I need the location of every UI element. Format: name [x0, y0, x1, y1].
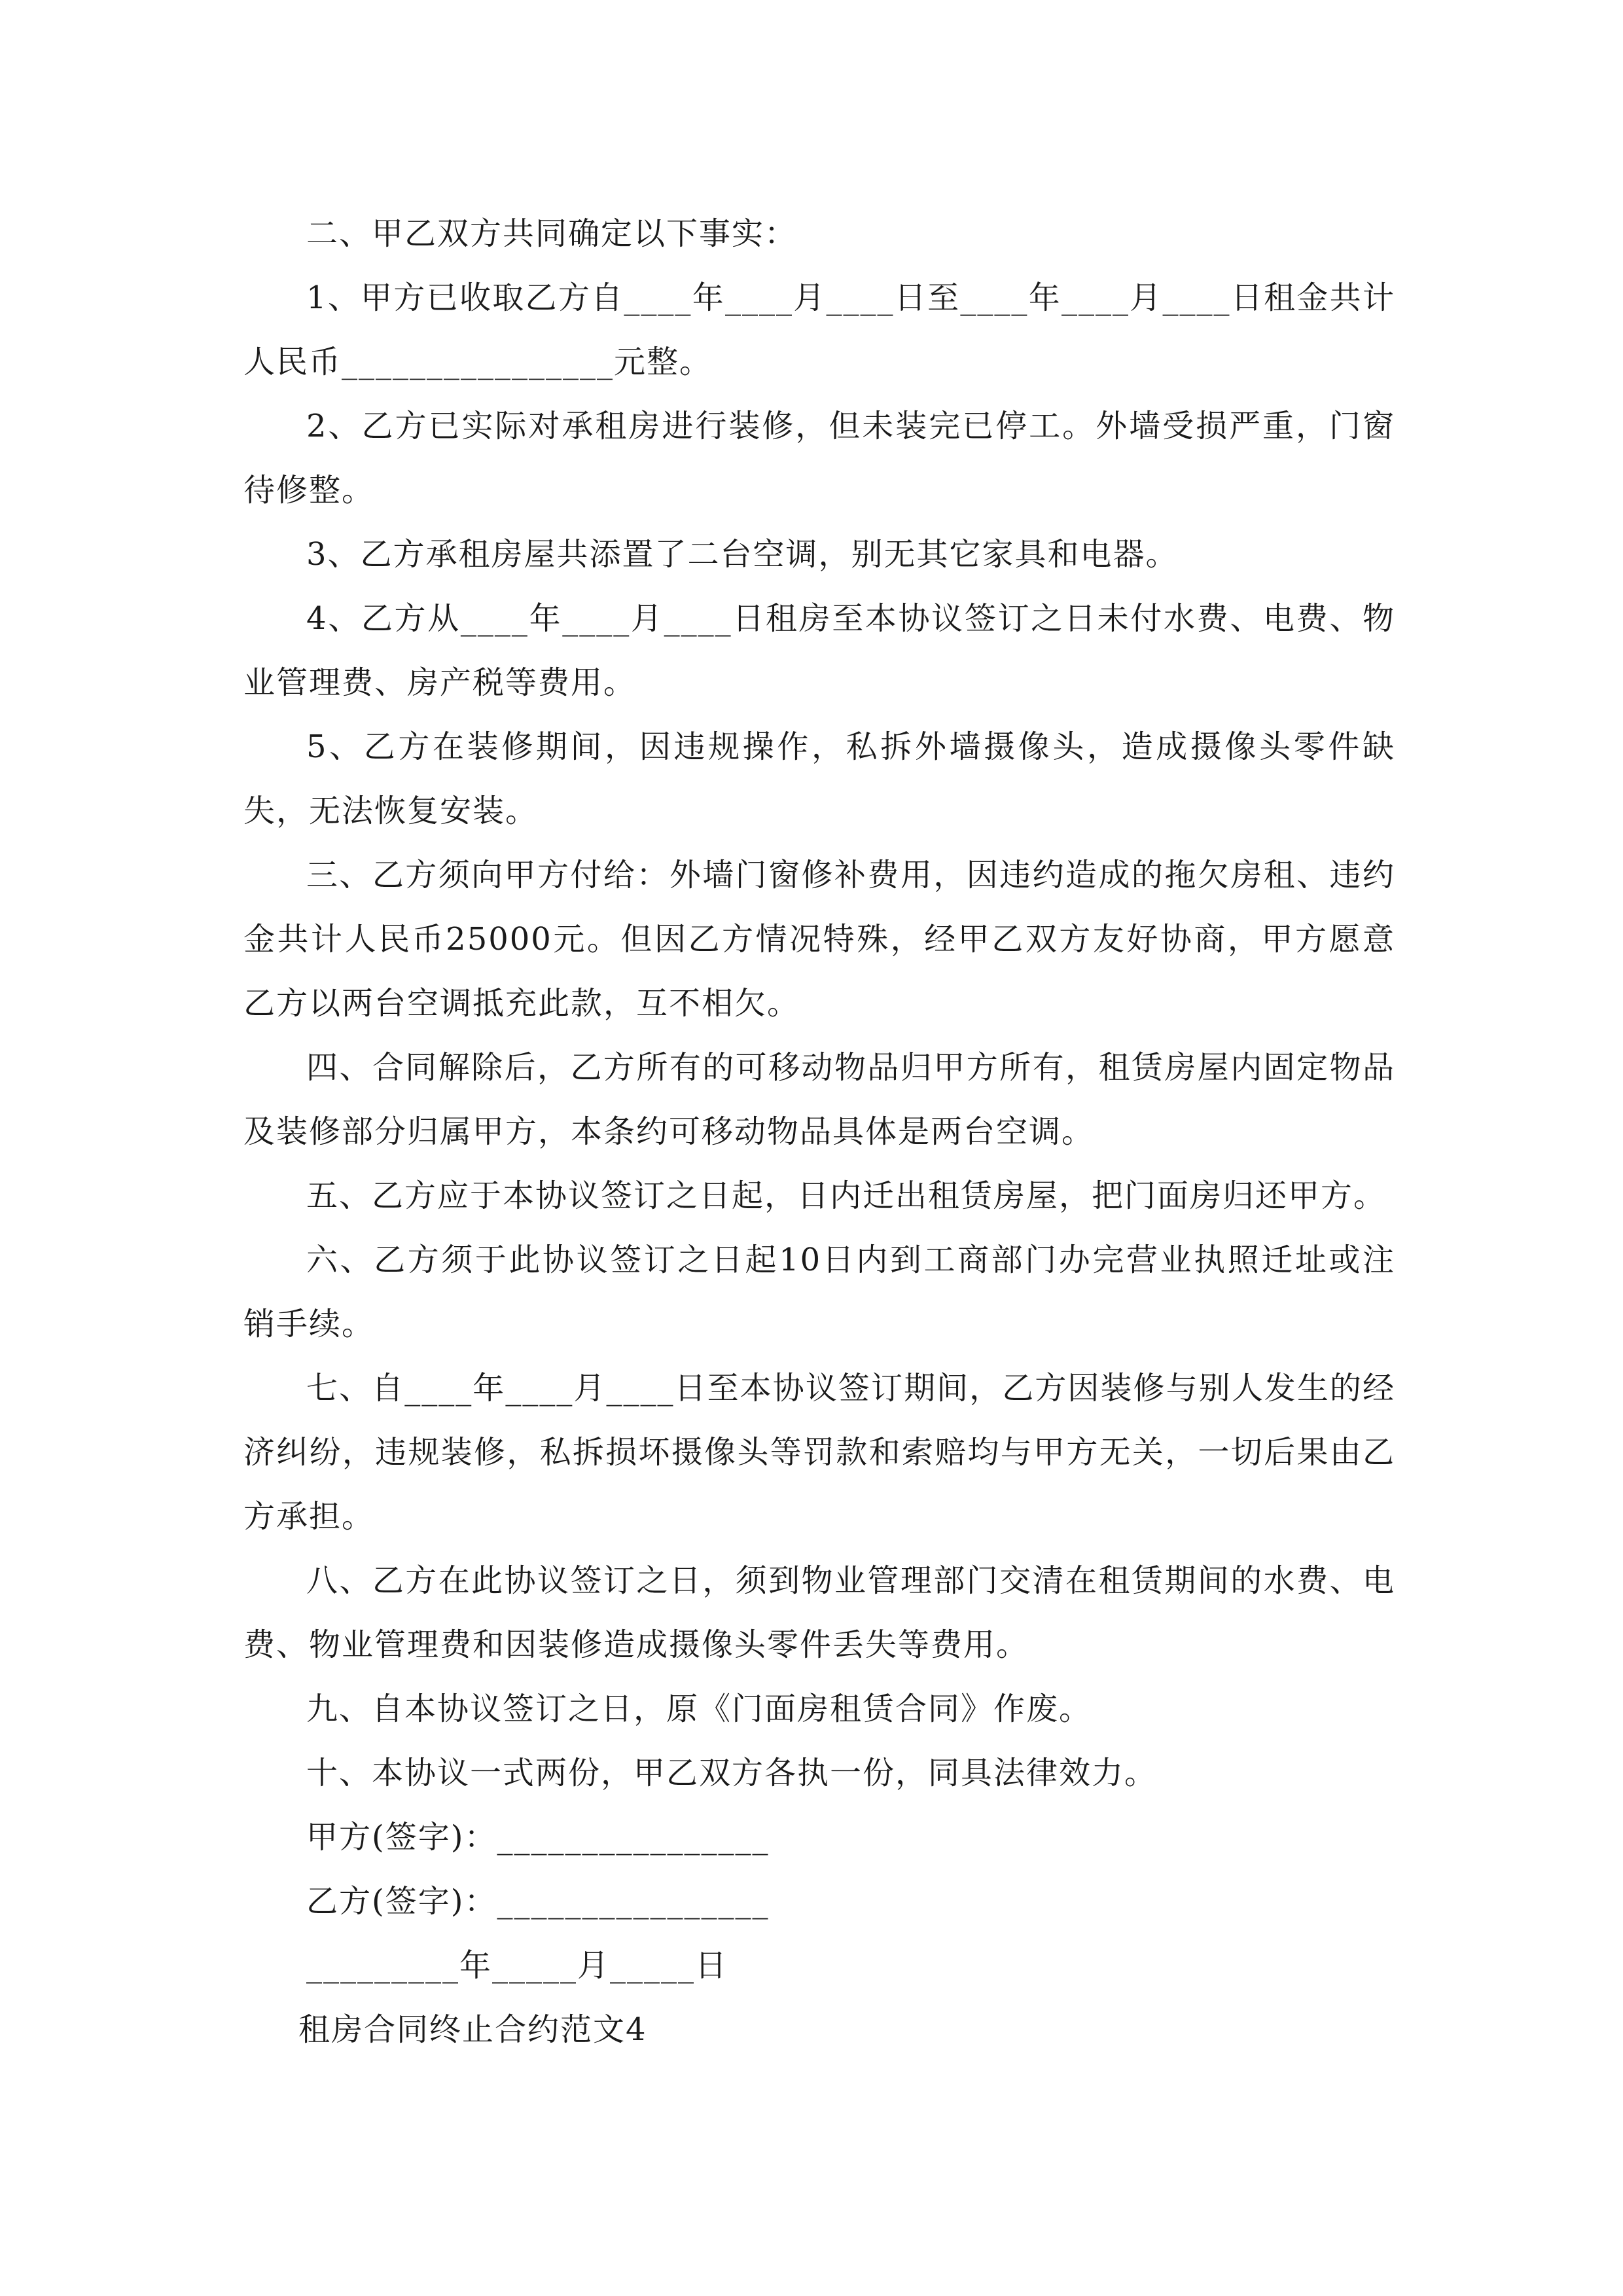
section-9-paragraph: 九、自本协议签订之日，原《门面房租赁合同》作废。: [306, 1691, 1092, 1727]
section-3-paragraph: 三、乙方须向甲方付给：外墙门窗修补费用，因违约造成的拖欠房租、违约金共计人民币25000元。但因乙方情况特殊，经甲乙双方友好协商，甲方愿意乙方以两台空调抵充此款，互不相欠。: [243, 857, 1395, 1022]
section-10-paragraph: 十、本协议一式两份，甲乙双方各执一份，同具法律效力。: [306, 1755, 1158, 1791]
fact-5-paragraph: 5、乙方在装修期间，因违规操作，私拆外墙摄像头，造成摄像头零件缺失，无法恢复安装。: [243, 728, 1395, 829]
section-5-paragraph: 五、乙方应于本协议签订之日起，日内迁出租赁房屋，把门面房归还甲方。: [306, 1177, 1387, 1214]
document-body: [243, 202, 1395, 2062]
fact-1-paragraph: 1、甲方已收取乙方自____年____月____日至____年____月____日租金共计人民币________________元整。: [243, 279, 1395, 380]
fact-3-paragraph: 3、乙方承租房屋共添置了二台空调，别无其它家具和电器。: [306, 536, 1179, 573]
signature-date-line: _________年_____月_____日: [306, 1947, 728, 1984]
party-a-signature-line: 甲方(签字)：________________: [306, 1819, 770, 1856]
section-8-paragraph: 八、乙方在此协议签订之日，须到物业管理部门交清在租赁期间的水费、电费、物业管理费和因装修造成摄像头零件丢失等费用。: [243, 1562, 1395, 1663]
section-7-paragraph: 七、自____年____月____日至本协议签订期间，乙方因装修与别人发生的经济纠纷，违规装修，私拆损坏摄像头等罚款和索赔均与甲方无关，一切后果由乙方承担。: [243, 1370, 1395, 1535]
party-b-signature-line: 乙方(签字)：________________: [306, 1883, 770, 1920]
section-2-heading: 二、甲乙双方共同确定以下事实：: [306, 215, 798, 252]
fact-4-paragraph: 4、乙方从____年____月____日租房至本协议签订之日未付水费、电费、物业管理费、房产税等费用。: [243, 600, 1395, 701]
section-4-paragraph: 四、合同解除后，乙方所有的可移动物品归甲方所有，租赁房屋内固定物品及装修部分归属甲方，本条约可移动物品具体是两台空调。: [243, 1049, 1395, 1150]
fact-2-paragraph: 2、乙方已实际对承租房进行装修，但未装完已停工。外墙受损严重，门窗待修整。: [243, 408, 1395, 509]
section-6-paragraph: 六、乙方须于此协议签订之日起10日内到工商部门办完营业执照迁址或注销手续。: [243, 1242, 1395, 1342]
next-document-title: 租房合同终止合约范文4: [298, 2011, 647, 2048]
